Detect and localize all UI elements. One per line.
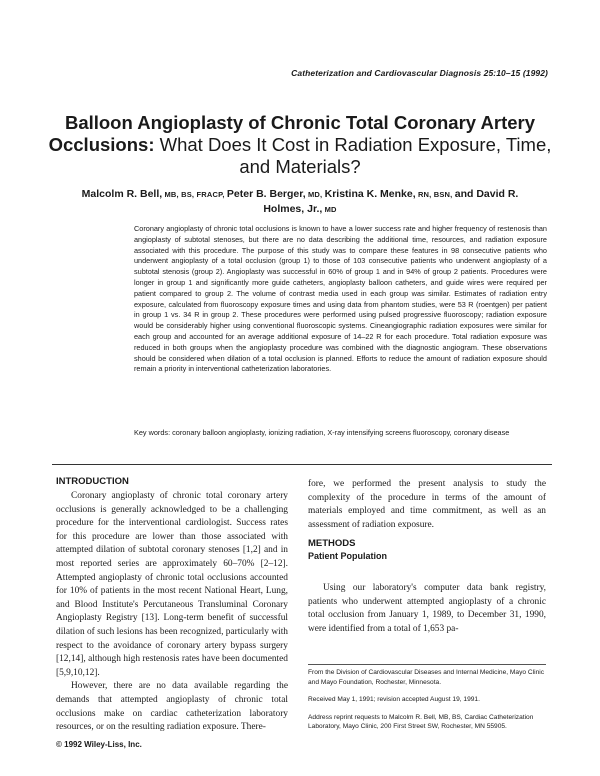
paragraph: fore, we performed the present analysis to study the complexity of the procedure in terms of the amount of materials employed and time commitment, as well as an assessment of radiation exposure.: [308, 479, 546, 530]
author-name: and David R. Holmes, Jr.,: [263, 188, 519, 215]
author-name: Kristina K. Menke,: [324, 188, 416, 200]
keywords: Key words: coronary balloon angioplasty, ionizing radiation, X-ray intensifying screens fluoroscopy, coronary disease: [134, 428, 510, 437]
footnote-received: Received May 1, 1991; revision accepted August 19, 1991.: [308, 696, 480, 704]
methods-heading: METHODS: [308, 538, 356, 549]
running-head: Catheterization and Cardiovascular Diagnosis 25:10–15 (1992): [291, 68, 548, 78]
introduction-body: [56, 490, 288, 735]
author-degrees: MD,: [305, 190, 325, 199]
paragraph: Coronary angioplasty of chronic total coronary artery occlusions is generally acknowledged to be a challenging procedure for the interventional cardiologist. Success rates for this procedure are lower than those associated with attempted dilation of subtotal coronary stenoses [1,2] and in most reported series are approximately 60–70% [2–12]. Attempted angioplasty of chronic total occlusions accounted for 10% of patients in the most recent National Heart, Lung, and Blood Institute's Percutaneous Transluminal Coronary Angioplasty Registry [13]. Long-term benefit of successful dilation of such lesions has been recognized, particularly with respect to the avoidance of coronary artery bypass surgery [12,14], although high restenosis rates have been documented [5,9,10,12].: [56, 491, 288, 678]
footnote-rule: [308, 664, 546, 665]
introduction-continued: [308, 478, 546, 532]
author-degrees: RN, BSN,: [415, 190, 455, 199]
author-name: Peter B. Berger,: [226, 188, 306, 200]
abstract: Coronary angioplasty of chronic total occlusions is known to have a lower success rate and higher frequency of restenosis than angioplasty of subtotal stenoses, but there are no data describing the additional time, resources, and radiation exposure associated with this procedure. The purpose of this study was to compare these features in 98 consecutive patients who underwent angioplasty of a total occlusion (group 1) to those of 103 consecutive patients who underwent angioplasty of a subtotal stenosis (group 2). Angioplasty was successful in 60% of group 1 and in 94% of group 2 patients. Procedures were longer in group 1 and significantly more guide catheters, angioplasty balloon catheters, and guide wires were required per patient compared to group 2. The volume of contrast media used in each group was similar. Estimates of radiation entry exposure, calculated from fluoroscopy exposure times and using data from phantom studies, were 53 R (roentgen) per patient in group 1 vs. 34 R in group 2. These procedures were performed using pulsed progressive fluoroscopy; radiation exposure would be considerably higher using conventional fluoroscopic systems. Cineangiographic radiation exposures were similar for each group and accounted for an average additional exposure of 14–22 R for each procedure. Total radiation exposure was reduced in both groups when the angioplasty procedure was combined with the diagnostic angiogram. These observations should be considered when dilation of a total occlusion is planned. Efforts to reduce the amount of radiation exposure should remain a priority in interventional catheterization laboratories.: [134, 224, 547, 374]
patient-population-subheading: Patient Population: [308, 551, 388, 561]
footnote-reprint: Address reprint requests to Malcolm R. Bell, MB, BS, Cardiac Catheterization Laboratory, Mayo Clinic, 200 First Street SW, Rochester, MN 55905.: [308, 713, 534, 731]
introduction-heading: INTRODUCTION: [56, 476, 129, 487]
article-title: [40, 112, 560, 178]
author-list: [70, 187, 530, 217]
footnotes: [308, 668, 546, 740]
section-divider: [52, 464, 552, 465]
author-name: Malcolm R. Bell,: [81, 188, 163, 200]
title-subtitle: What Does It Cost in Radiation Exposure, Time, and Materials?: [154, 134, 552, 177]
copyright: © 1992 Wiley-Liss, Inc.: [56, 740, 142, 749]
paragraph: However, there are no data available regarding the demands that attempted angioplasty of chronic total occlusions make on cardiac catheterization laboratory resources, or on the resulting radiation exposure. There-: [56, 681, 288, 733]
author-degrees: MB, BS, FRACP,: [162, 190, 227, 199]
footnote-affiliation: From the Division of Cardiovascular Diseases and Internal Medicine, Mayo Clinic and Mayo Foundation, Rochester, Minnesota.: [308, 669, 545, 686]
methods-body: [308, 582, 546, 636]
paragraph: Using our laboratory's computer data bank registry, patients who underwent attempted angioplasty of a chronic total occlusion from January 1, 1989, to December 31, 1990, were identified from a total of 1,653 pa-: [308, 583, 546, 634]
title-main: Balloon Angioplasty of Chronic Total Coronary Artery Occlusions:: [48, 112, 536, 155]
author-degrees: MD: [322, 205, 337, 214]
